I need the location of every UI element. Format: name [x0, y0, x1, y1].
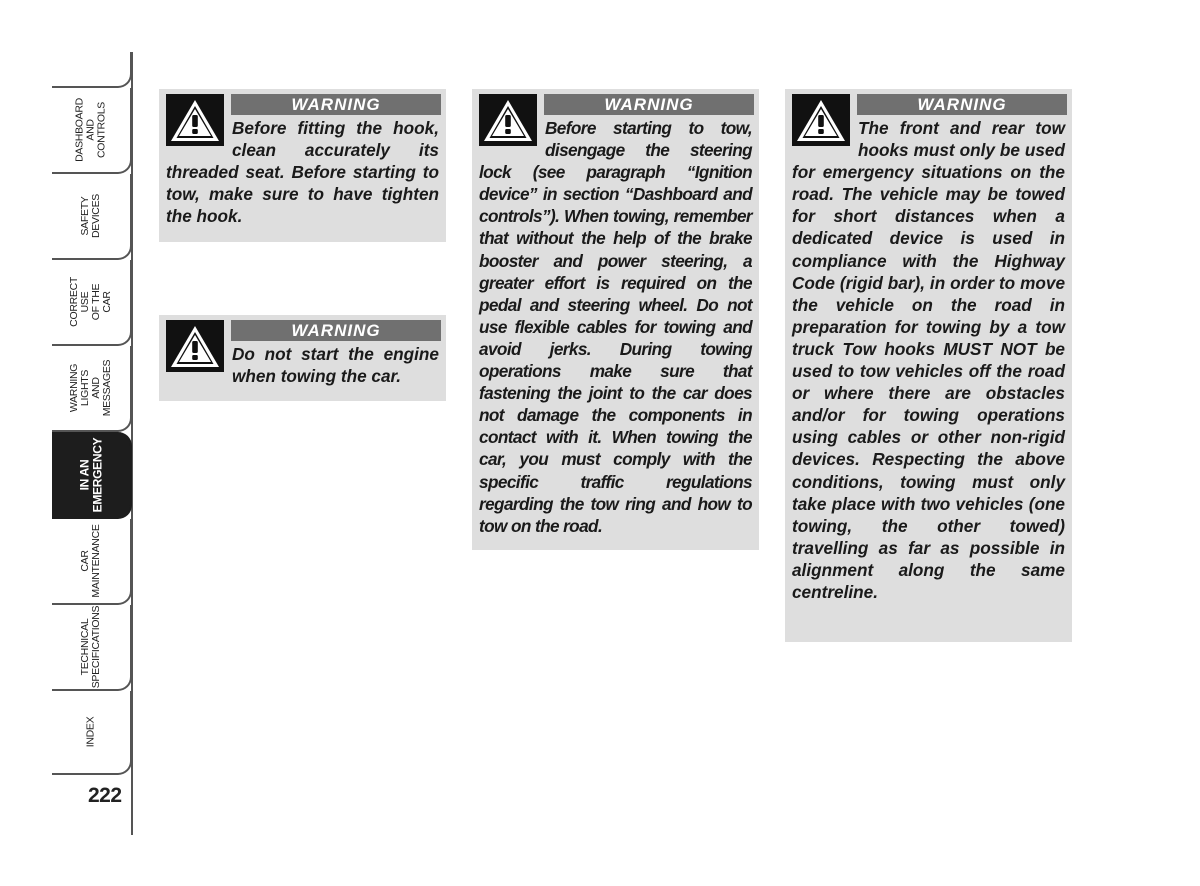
- warning-text-content: The front and rear tow hooks must only be used for emergency situations on the road. The vehicle may be towed for short distances when a dedicated device is used in compliance with the Highway Code (rigid bar), in order to move the vehicle on the road in preparation for towing by a tow truck Tow hooks MUST NOT be used to tow vehicles off the road or where there are obstacles and/or for towing operations using cables or other non-rigid devices. Respecting the above conditions, towing must only take place with two vehicles (one towing, the other towed) travelling as far as possible in alignment along the same centreline.: [792, 118, 1065, 602]
- warning-header: WARNING: [544, 94, 754, 115]
- warning-text-content: Do not start the engine when towing the car.: [232, 344, 439, 387]
- warning-text-content: Before fitting the hook, clean accurately its threaded seat. Before starting to tow, make sure to have tighten the hook.: [166, 118, 439, 227]
- sidebar-tab-correct-use[interactable]: [52, 260, 132, 346]
- sidebar-tab-maintenance[interactable]: [52, 519, 132, 605]
- sidebar-tab-technical[interactable]: [52, 605, 132, 691]
- warning-box-steering: [472, 89, 759, 550]
- warning-header: WARNING: [857, 94, 1067, 115]
- sidebar-tab-label: INDEX: [84, 716, 97, 748]
- warning-text: [479, 117, 752, 537]
- warning-header: WARNING: [231, 320, 441, 341]
- sidebar-tab-emergency[interactable]: [52, 432, 132, 519]
- sidebar-tab-warning-lights[interactable]: [52, 346, 132, 432]
- sidebar-tab-label: CAR MAINTENANCE: [79, 524, 102, 598]
- warning-box-tow-hooks: [785, 89, 1072, 642]
- warning-header: WARNING: [231, 94, 441, 115]
- sidebar-tab-label: CORRECT USE OF THE CAR: [68, 276, 113, 327]
- sidebar-tab-safety[interactable]: [52, 174, 132, 260]
- warning-text: [792, 117, 1065, 603]
- sidebar-tab-label: DASHBOARD AND CONTROLS: [73, 98, 108, 162]
- sidebar-tab-label: SAFETY DEVICES: [79, 194, 102, 238]
- sidebar-tab-index[interactable]: [52, 691, 132, 775]
- warning-text: [166, 343, 439, 387]
- sidebar-tab-label: IN AN EMERGENCY: [77, 437, 104, 512]
- sidebar-tab-dashboard[interactable]: [52, 88, 132, 174]
- sidebar-top-notch: [52, 52, 132, 88]
- warning-text: [166, 117, 439, 227]
- page-number: 222: [88, 784, 122, 807]
- warning-box-engine: [159, 315, 446, 401]
- warning-box-hook: [159, 89, 446, 242]
- sidebar-tab-label: TECHNICAL SPECIFICATIONS: [79, 605, 102, 689]
- warning-text-content: Before starting to tow, disengage the steering lock (see paragraph “Ignition device” in section “Dashboard and controls”). When towing, remember that without the help of the brake booster and power steering, a greater effort is required on the pedal and steering wheel. Do not use flexible cables for towing and avoid jerks. During towing operations make sure that fastening the joint to the car does not damage the components in contact with it. When towing the car, you must comply with the specific traffic regulations regarding the tow ring and how to tow on the road.: [479, 118, 752, 536]
- sidebar-tab-label: WARNING LIGHTS AND MESSAGES: [68, 359, 113, 417]
